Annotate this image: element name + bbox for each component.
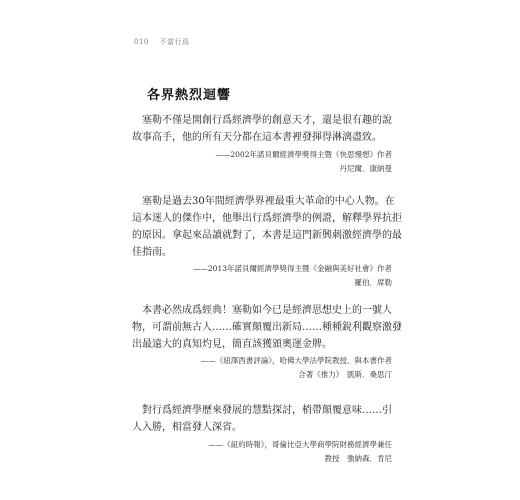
quote-4-attribution	[208, 438, 392, 466]
quote-2-text	[132, 193, 402, 261]
attribution-line: ——《紐約時報》，哥倫比亞大學商學院財務經濟學兼任	[208, 440, 392, 449]
attribution-line: ——2002年諾貝爾經濟學獎得主暨《快思慢想》作者	[215, 150, 392, 159]
attribution-line: 羅伯．席勒	[354, 278, 392, 287]
attribution-line: 丹尼爾．康納曼	[339, 164, 392, 173]
quote-line: 這本迷人的傑作中，他舉出行爲經濟學的例證，解釋學界抗拒	[132, 213, 402, 224]
quote-line: 塞勒不僅是開創行爲經濟學的創意天才，還是很有趣的說	[132, 115, 392, 126]
book-title: 不當行爲	[159, 38, 190, 46]
quote-2-attribution	[193, 262, 392, 290]
quote-4-text	[132, 402, 392, 436]
quote-line: 對行爲經濟學歷來發展的慧黠探討，梢帶顛覆意味……引	[132, 405, 392, 416]
running-head	[134, 37, 190, 47]
quote-line: 故事高手，他的所有天分都在這本書裡發揮得淋漓盡致。	[132, 132, 382, 143]
quote-line: 物，可謂前無古人……確實顛覆出新局……種種銳利觀察激發	[132, 322, 402, 333]
quote-line: 佳指南。	[132, 247, 172, 258]
page-number: 010	[134, 38, 149, 46]
quote-line: 人入勝，相當發人深省。	[132, 422, 242, 433]
quote-3-attribution	[201, 354, 392, 382]
quote-line: 的原因。拿起來品讀就對了，本書是這門新興刺激經濟學的最	[132, 230, 402, 241]
section-title: 各界熱烈迴響	[147, 88, 232, 103]
quote-line: 塞勒是過去30年間經濟學界裡最重大革命的中心人物。在	[132, 196, 395, 207]
attribution-line: 教授 強納森．肯尼	[324, 454, 392, 463]
quote-1-attribution	[215, 148, 392, 176]
quote-1-text	[132, 112, 392, 146]
attribution-line: ——2013年諾貝爾經濟學獎得主暨《金融與美好社會》作者	[192, 264, 392, 273]
quote-line: 本書必然成爲經典！塞勒如今已是經濟思想史上的一號人	[132, 305, 392, 316]
attribution-line: ——《紐澤西書評論》，哈佛大學法學院教授、與本書作者	[200, 356, 392, 365]
quote-line: 出最遠大的真知灼見，簡直該獲頒奧運金牌。	[132, 339, 332, 350]
attribution-line: 合著《推力》 凱斯．桑思汀	[298, 370, 392, 379]
quote-3-text	[132, 302, 402, 353]
